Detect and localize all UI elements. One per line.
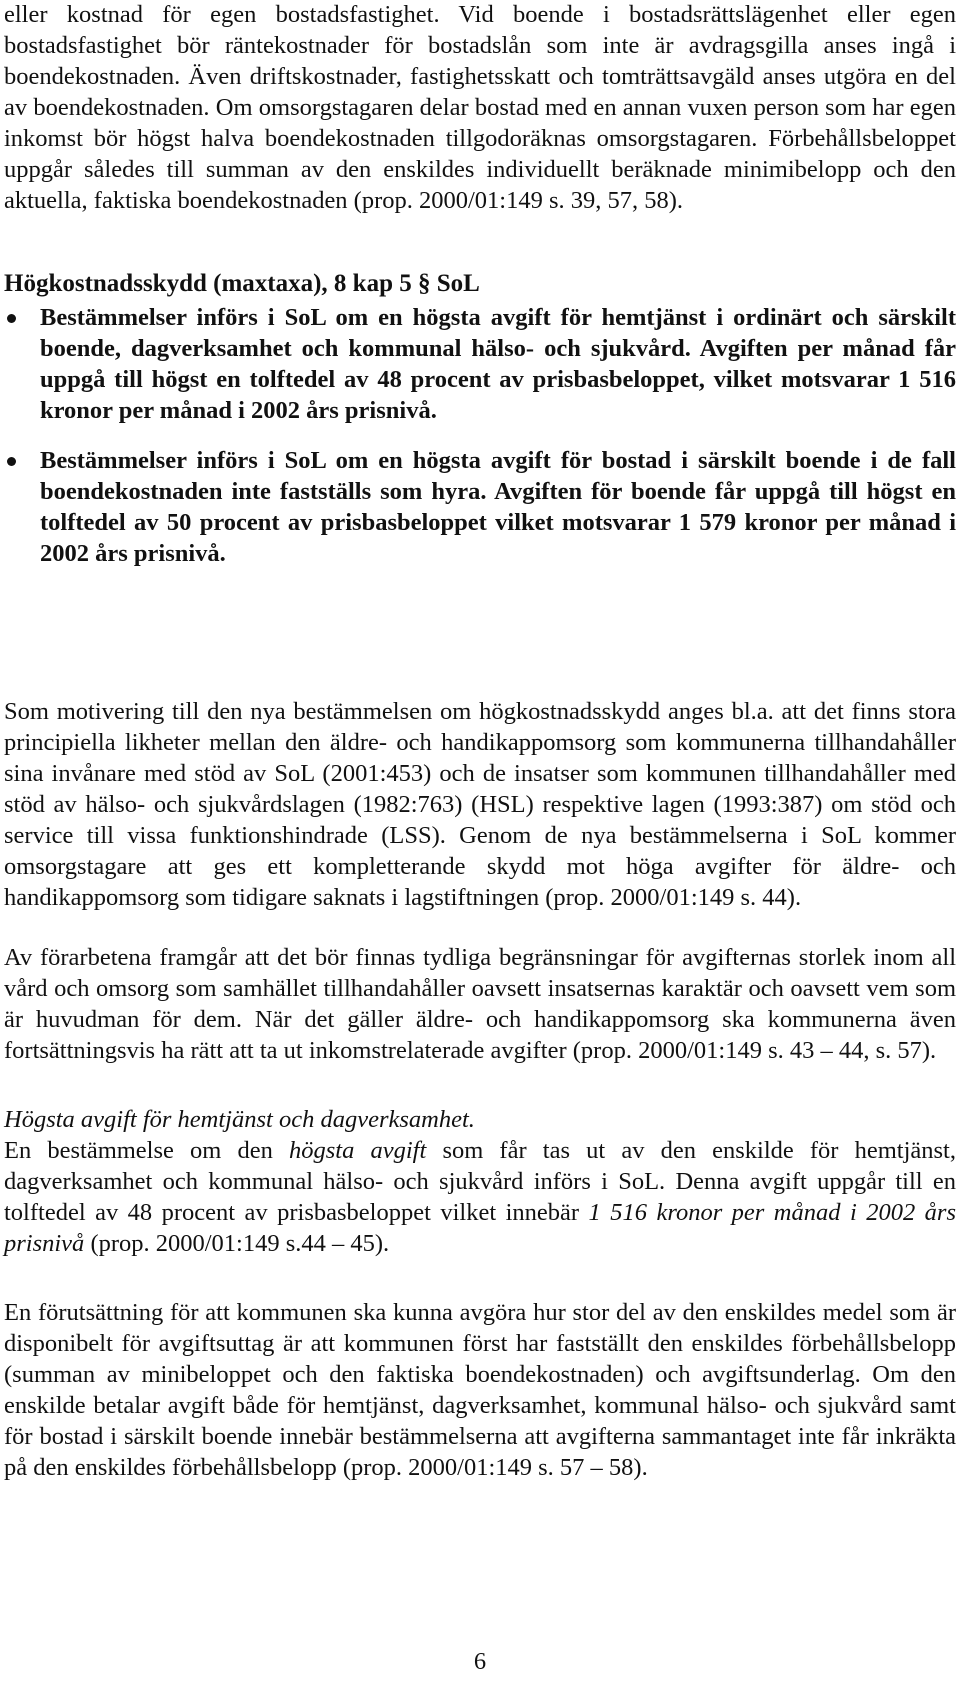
bullet-item-hemtjanst: [0, 302, 956, 426]
subheading-hogsta-avgift: Högsta avgift för hemtjänst och dagverksamhet.: [4, 1106, 475, 1133]
text-run: (prop. 2000/01:149 s.44 – 45).: [84, 1230, 390, 1257]
paragraph-bestammelse: [4, 1135, 956, 1259]
bullet-dot-icon: [7, 314, 16, 323]
section-heading-hogkostnadsskydd: Högkostnadsskydd (maxtaxa), 8 kap 5 § SoL: [4, 270, 480, 297]
paragraph-boendekostnad: eller kostnad för egen bostadsfastighet. Vid boende i bostadsrättslägenhet eller egen bostadsfastighet bör räntekostnader för bostadslån som inte är avdragsgilla anses ingå i boendekostnaden. Även driftskostnader, fastighetsskatt och tomträttsavgäld anses utgöra en del av boendekostnaden. Om omsorgstagaren delar bostad med en annan vuxen person som har egen inkomst bör högst halva boendekostnaden tillgodoräknas omsorgstagaren. Förbehållsbeloppet uppgår således till summan av den enskildes individuellt beräknade minimibelopp och den aktuella, faktiska boendekostnaden (prop. 2000/01:149 s. 39, 57, 58).: [4, 1, 956, 214]
text-run-italic: 1 516 kronor per månad i 2002 års prisnivå: [4, 1199, 956, 1257]
bullet-list: [0, 302, 960, 569]
text-run-italic: högsta avgift: [289, 1137, 427, 1164]
bullet-dot-icon: [7, 457, 16, 466]
text-run: En bestämmelse om den: [4, 1137, 290, 1164]
paragraph-motivering: Som motivering till den nya bestämmelsen om högkostnadsskydd anges bl.a. att det finns stora principiella likheter mellan den äldre- och handikappomsorg som kommunerna tillhandahåller sina invånare med stöd av SoL (2001:453) och de insatser som kommunen tillhandahåller med stöd av hälso- och sjukvårdslagen (1982:763) (HSL) respektive lagen (1993:387) om stöd och service till vissa funktionshindrade (LSS). Genom de nya bestämmelserna i SoL kommer omsorgstagare att ges ett kompletterande skydd mot höga avgifter för äldre- och handikappomsorg som tidigare saknats i lagstiftningen (prop. 2000/01:149 s. 44).: [4, 698, 956, 911]
paragraph-forutsattning: En förutsättning för att kommunen ska kunna avgöra hur stor del av den enskildes medel som är disponibelt för avgiftsuttag är att kommunen först har fastställt den enskildes förbehållsbelopp (summan av minibeloppet och den faktiska boendekostnaden) och avgiftsunderlag. Om den enskilde betalar avgift både för hemtjänst, dagverksamhet, kommunal hälso- och sjukvård samt för bostad i särskilt boende innebär bestämmelserna att avgifterna sammantaget inte får inkräkta på den enskildes förbehållsbelopp (prop. 2000/01:149 s. 57 – 58).: [4, 1299, 956, 1481]
page-number: 6: [473, 1648, 487, 1675]
text-run: som får tas ut av den enskilde för hemtjänst, dagverksamhet och kommunal hälso- och sjukvård införs i SoL. Denna avgift uppgår till en tolftedel av 48 procent av prisbasbeloppet vilket innebär: [4, 1137, 956, 1226]
bullet-item-bostad: [0, 445, 956, 569]
bullet-text: Bestämmelser införs i SoL om en högsta avgift för bostad i särskilt boende i de fall boendekostnaden inte fastställs som hyra. Avgiften för boende får uppgå till högst en tolftedel av 50 procent av prisbasbeloppet vilket motsvarar 1 579 kronor per månad i 2002 års prisnivå.: [40, 447, 956, 567]
bullet-text: Bestämmelser införs i SoL om en högsta avgift för hemtjänst i ordinärt och särskilt boende, dagverksamhet och kommunal hälso- och sjukvård. Avgiften per månad får uppgå till högst en tolftedel av 48 procent av prisbasbeloppet, vilket motsvarar 1 516 kronor per månad i 2002 års prisnivå.: [40, 304, 956, 424]
paragraph-forarbetena: Av förarbetena framgår att det bör finnas tydliga begränsningar för avgifternas storlek inom all vård och omsorg som samhället tillhandahåller oavsett insatsernas karaktär och oavsett vem som är huvudman för dem. När det gäller äldre- och handikappomsorg ska kommunerna även fortsättningsvis ha rätt att ta ut inkomstrelaterade avgifter (prop. 2000/01:149 s. 43 – 44, s. 57).: [4, 944, 956, 1064]
